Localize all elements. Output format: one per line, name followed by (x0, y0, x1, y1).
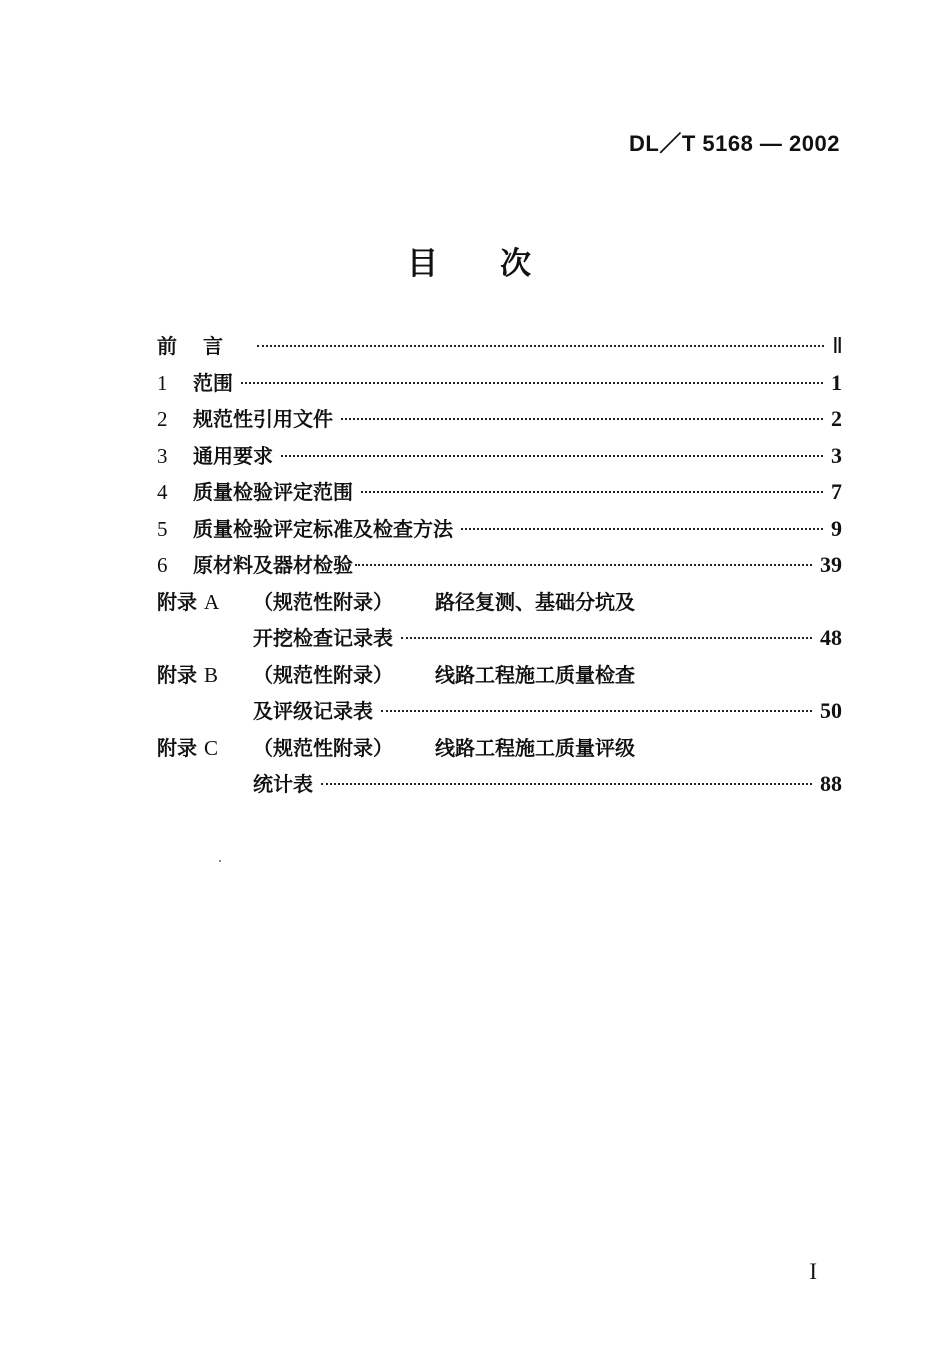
toc-entry-label: 范围 (193, 370, 233, 395)
appendix-type: （规范性附录） (253, 589, 393, 614)
toc-entry-label: 质量检验评定范围 (193, 480, 353, 504)
toc-entry-page: 88 (820, 771, 842, 796)
appendix-title-line1: 线路工程施工质量评级 (435, 735, 635, 760)
scan-speck (219, 860, 221, 862)
appendix-title-line2: 开挖检查记录表 (253, 626, 393, 650)
toc-entry-label: 规范性引用文件 (193, 407, 333, 431)
toc-entry-appendix-b[interactable] (157, 659, 842, 696)
leader-dots (361, 491, 823, 493)
toc-entry-section-1[interactable] (157, 367, 842, 404)
toc-entry-page: 7 (831, 479, 842, 504)
appendix-letter: C (203, 735, 218, 760)
appendix-type: （规范性附录） (253, 662, 393, 687)
standard-number: DL／T 5168 — 2002 (629, 131, 840, 156)
toc-entry-number: 3 (157, 443, 168, 468)
appendix-type: （规范性附录） (253, 735, 393, 760)
toc-entry-label: 原材料及器材检验 (193, 553, 353, 577)
toc-entry-number: 2 (157, 407, 168, 431)
appendix-title-line2: 及评级记录表 (253, 699, 373, 723)
leader-dots (355, 564, 812, 566)
leader-dots (381, 710, 812, 712)
appendix-letter: A (203, 589, 220, 614)
page-number: I (809, 1259, 817, 1284)
leader-dots (321, 783, 812, 785)
appendix-prefix-text: 附录 (157, 735, 197, 760)
appendix-title-line1: 线路工程施工质量检查 (435, 662, 635, 687)
toc-entry-number: 1 (157, 370, 168, 395)
toc-entry-number: 5 (157, 516, 168, 541)
leader-dots (461, 528, 823, 530)
toc-entry-number: 4 (157, 480, 168, 504)
toc-entry-section-4[interactable] (157, 476, 842, 513)
toc-entry-appendix-c[interactable] (157, 732, 842, 769)
toc-entry-appendix-c-cont[interactable] (157, 768, 842, 805)
toc-entry-page: 39 (820, 552, 842, 577)
page-title: 目次 (407, 246, 593, 282)
appendix-prefix (157, 732, 253, 761)
toc-entry-number: 6 (157, 553, 168, 577)
appendix-prefix (157, 586, 253, 615)
toc-entry-appendix-a[interactable] (157, 586, 842, 623)
toc-entry-section-2[interactable] (157, 403, 842, 440)
toc-entry-label: 通用要求 (193, 443, 273, 468)
leader-dots (401, 637, 812, 639)
leader-dots (257, 345, 824, 347)
toc-entry-section-6[interactable] (157, 549, 842, 586)
toc-entry-section-5[interactable] (157, 513, 842, 550)
toc-entry-page: 3 (831, 442, 842, 468)
toc-entry-section-3[interactable] (157, 440, 842, 477)
appendix-letter: B (203, 662, 218, 687)
leader-dots (241, 382, 823, 384)
toc-entry-page: 48 (820, 625, 842, 650)
toc-entry-page: 50 (820, 698, 842, 723)
appendix-prefix (157, 659, 253, 688)
toc-entry-page: Ⅱ (832, 333, 842, 358)
toc-entry-page: 9 (831, 515, 842, 541)
toc-entry-label: 质量检验评定标准及检查方法 (193, 516, 453, 541)
leader-dots (281, 455, 823, 457)
toc-entry-appendix-b-cont[interactable] (157, 695, 842, 732)
table-of-contents (157, 330, 842, 805)
appendix-prefix-text: 附录 (157, 662, 197, 687)
toc-entry-page: 1 (831, 369, 842, 395)
toc-entry-label: 前言 (157, 334, 249, 358)
leader-dots (341, 418, 823, 420)
appendix-title-line2: 统计表 (253, 772, 313, 796)
toc-entry-foreword[interactable] (157, 330, 842, 367)
toc-entry-appendix-a-cont[interactable] (157, 622, 842, 659)
appendix-title-line1: 路径复测、基础分坑及 (435, 589, 635, 614)
appendix-prefix-text: 附录 (157, 589, 197, 614)
toc-entry-page: 2 (831, 406, 842, 431)
